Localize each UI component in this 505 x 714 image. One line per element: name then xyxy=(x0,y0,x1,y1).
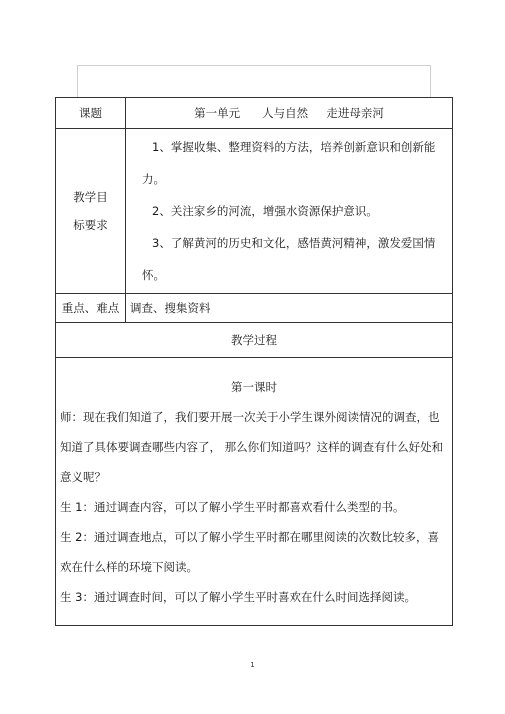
page-number: 1 xyxy=(250,661,255,669)
topic-value: 第一单元 人与自然 走进母亲河 xyxy=(126,98,453,129)
key-label: 重点、难点 xyxy=(56,294,126,323)
key-row xyxy=(56,294,453,323)
header-box xyxy=(77,65,431,98)
process-row xyxy=(56,323,453,358)
goals-label-line1: 教学目 xyxy=(73,190,108,204)
goals-label-cell xyxy=(56,129,126,294)
key-value: 调查、搜集资料 xyxy=(126,294,453,323)
goals-label-line2: 标要求 xyxy=(73,218,108,232)
lesson-body-cell xyxy=(56,358,453,626)
goal-3-line2: 怀。 xyxy=(142,268,165,282)
goals-row xyxy=(56,129,453,294)
process-label: 教学过程 xyxy=(56,323,453,358)
goal-1-line1: 1、掌握收集、整理资料的方法，培养创新意识和创新能 xyxy=(152,140,436,154)
dialogue-p1-line3: 意义呢？ xyxy=(60,469,106,484)
lesson-plan-table xyxy=(55,97,453,626)
goal-3-line1: 3、了解黄河的历史和文化，感悟黄河精神，激发爱国情 xyxy=(152,236,436,250)
topic-row xyxy=(56,98,453,129)
goal-2-line1: 2、关注家乡的河流，增强水资源保护意识。 xyxy=(152,204,378,218)
dialogue-p3-line1: 生 2：通过调查地点，可以了解小学生平时都在哪里阅读的次数比较多，喜 xyxy=(60,529,439,544)
lesson-heading: 第一课时 xyxy=(231,379,277,394)
dialogue-p1-line1: 师：现在我们知道了，我们要开展一次关于小学生课外阅读情况的调查，也 xyxy=(60,409,440,424)
dialogue-p2-line1: 生 1：通过调查内容，可以了解小学生平时都喜欢看什么类型的书。 xyxy=(60,499,405,514)
topic-label: 课题 xyxy=(56,98,126,129)
dialogue-p4-line1: 生 3：通过调查时间，可以了解小学生平时喜欢在什么时间选择阅读。 xyxy=(60,589,416,604)
lesson-body-row xyxy=(56,358,453,626)
dialogue-p1-line2: 知道了具体要调查哪些内容了， 那么你们知道吗？这样的调查有什么好处和 xyxy=(60,439,444,454)
goal-1-line2: 力。 xyxy=(142,172,165,186)
goals-cell xyxy=(126,129,453,294)
dialogue-p3-line2: 欢在什么样的环境下阅读。 xyxy=(60,559,198,574)
